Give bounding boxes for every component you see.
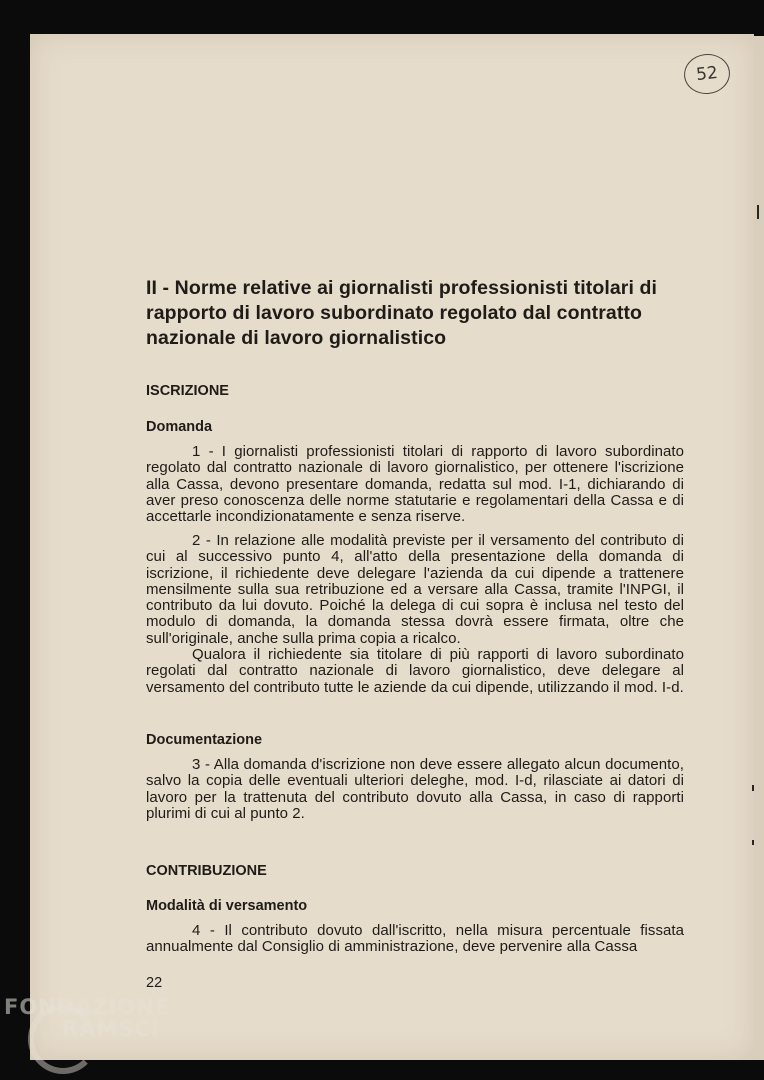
- section-contribuzione: CONTRIBUZIONE: [146, 863, 267, 879]
- margin-mark: [752, 785, 754, 791]
- watermark: [4, 995, 170, 1041]
- subsection-modalita: Modalità di versamento: [146, 898, 308, 914]
- paragraph-3: 3 - Alla domanda d'iscrizione non deve essere allegato alcun documento, salvo la copia delle eventuali ulteriori deleghe, mod. I-d, rilasciate ai datori di lavoro per la trattenuta del contributo dovuto alla Cassa, in caso di rapporti plurimi di cui al punto 2.: [146, 756, 684, 822]
- subsection-domanda: Domanda: [146, 419, 213, 435]
- watermark-line2: RAMSCI: [62, 1017, 160, 1041]
- archive-number: 52: [695, 62, 719, 86]
- margin-mark: [752, 840, 754, 845]
- page-content: [146, 276, 684, 956]
- title-line: II - Norme relative ai giornalisti professionisti titolari di: [146, 277, 658, 299]
- paragraph-2b: Qualora il richiedente sia titolare di più rapporti di lavoro subordinato regolati dal contratto nazionale di lavoro giornalistico, deve delegare al versamento del contributo tutte le aziende da cui dipende, utilizzando il mod. I-d.: [146, 646, 684, 696]
- paragraph-1: 1 - I giornalisti professionisti titolari di rapporto di lavoro subordinato regolato dal contratto nazionale di lavoro giornalistico, per ottenere l'iscrizione alla Cassa, devono presentare domanda, redatta sul mod. I-1, dichiarando di aver preso conoscenza delle norme statutarie e regolamentari della Cassa e di accettarle incondizionatamente e senza riserve.: [146, 443, 684, 526]
- margin-mark: [757, 205, 759, 219]
- page-title: [146, 276, 684, 351]
- page-number: 22: [146, 975, 163, 991]
- section-iscrizione: ISCRIZIONE: [146, 383, 229, 399]
- title-line: rapporto di lavoro subordinato regolato dal contratto: [146, 302, 643, 324]
- paragraph-2: 2 - In relazione alle modalità previste per il versamento del contributo di cui al successivo punto 4, all'atto della presentazione della domanda di iscrizione, il richiedente deve delegare l'azienda da cui dipende a trattenere mensilmente sulla sua retribuzione ed a versare alla Cassa, tramite l'INPGI, il contributo da lui dovuto. Poiché la delega di cui sopra è inclusa nel testo del modulo di domanda, la domanda stessa dovrà essere firmata, oltre che sull'originale, anche sulla prima copia a ricalco.: [146, 532, 684, 647]
- watermark-line1: FONDAZIONE: [4, 995, 171, 1019]
- paragraph-4: 4 - Il contributo dovuto dall'iscritto, nella misura percentuale fissata annualmente dal Consiglio di amministrazione, deve pervenire alla Cassa: [146, 922, 684, 956]
- title-line: nazionale di lavoro giornalistico: [146, 327, 447, 349]
- subsection-documentazione: Documentazione: [146, 732, 263, 748]
